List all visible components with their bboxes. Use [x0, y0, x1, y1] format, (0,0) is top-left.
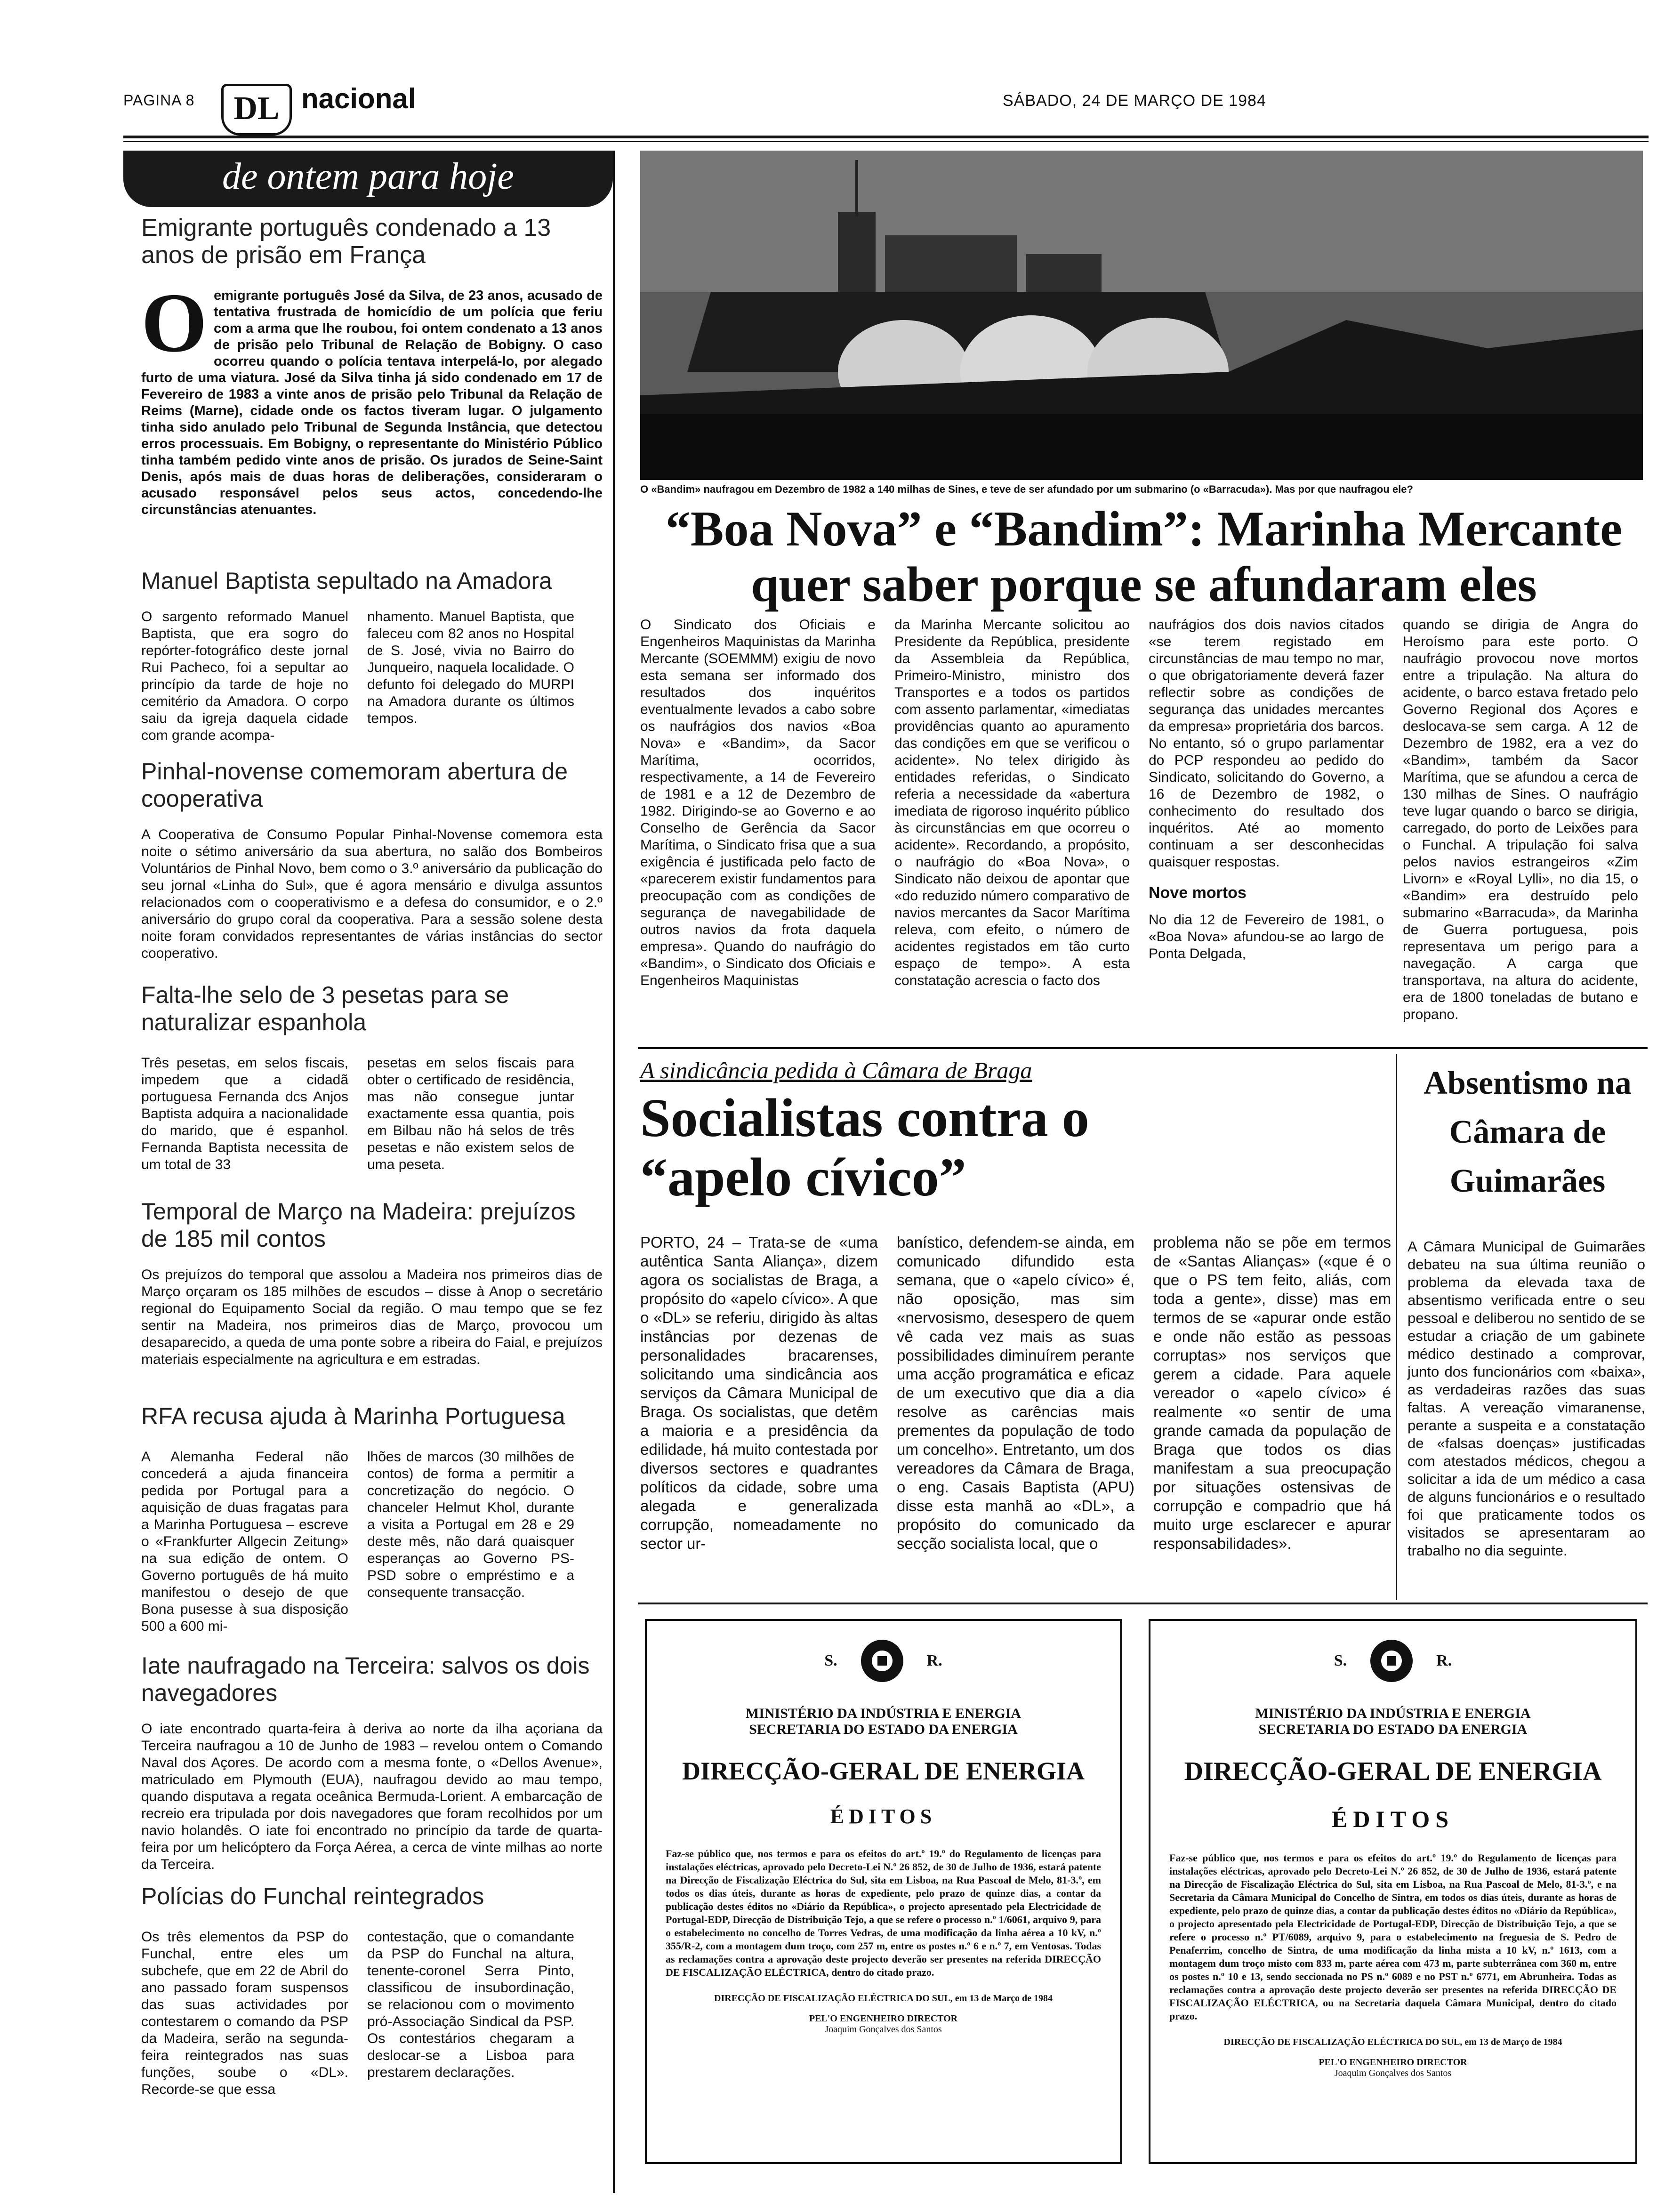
main-col-4: quando se dirigia de Angra do Heroísmo para este porto. O naufrágio provocou nove mortos entre a tripulação. Na altura do acidente, o barco estava fretado pelo Governo Regional dos Açores e deslocava-se sem carga. A 12 de Dezembro de 1982, era a vez do «Bandim», também da Sacor Marítima, que se afundou a cerca de 130 milhas de Sines. O naufrágio teve lugar quando o barco se dirigia, carregado, do porto de Leixões para o Funchal. A tripulação foi salva pelos navios estrangeiros «Zim Livorn» e «Royal Lylli», no dia 15, o «Bandim» era destruído pelo submarino «Barracuda», da Marinha de Guerra portuguesa, pois representava um perigo para a navegação. A carga que transportava, na altura do acidente, era de 1800 toneladas de butano e propano.: [1403, 617, 1638, 1022]
guimaraes-body: A Câmara Municipal de Guimarães debateu na sua última reunião o problema da elevada taxa de absentismo verificada entre o seu pessoal e deliberou no sentido de se estudar a criação de um gabinete médico destinado a comprovar, junto dos funcionários com «baixa», as verdadeiras razões das suas faltas. A vereação vimaranense, perante a suspeita e a constatação de «falsas doenças» justificadas com atestados médicos, chegou a solicitar a ida de um médico a casa de alguns funcionários e o resultado foi que praticamente todos os visitados se apresentaram ao trabalho no dia seguinte.: [1408, 1238, 1645, 1559]
ad-secretaria: SECRETARIA DO ESTADO DA ENERGIA: [749, 1722, 1018, 1737]
top-rule: [123, 136, 1649, 138]
article-body: Os prejuízos do temporal que assolou a Madeira nos primeiros dias de Março orçaram os 185 milhões de escudos – disse à Anop o secretário regional do Equipamento Social da região. O mau tempo que se fez sentir na Madeira, nos primeiros dias de Março, provocou um desaparecido, a queda de uma ponte sobre a ribeira do Faial, e prejuízos materiais especialmente na agricultura e em estradas.: [141, 1267, 603, 1367]
seal-letter: S.: [824, 1652, 837, 1669]
main-col-2: da Marinha Mercante solicitou ao Presidente da República, presidente da Assembleia da República, Primeiro-Ministro, ministro dos Transportes e a todos os partidos com assento parlamentar, «imediatas providências quanto ao apuramento das condições em que se verificou o acidente». No telex dirigido às entidades referidas, o Sindicato referia a necessidade da «abertura imediata de rigoroso inquérito público às circunstâncias em que ocorreu o acidente». Recordando, a propósito, o naufrágio do «Boa Nova», o Sindicato não deixou de apontar que «do reduzido número comparativo de navios mercantes da Sacor Marítima releva, com efeito, o número de acidentes registados em tão curto espaço de tempo». A esta constatação acrescia o facto dos: [894, 617, 1130, 988]
ad-direccao: DIRECÇÃO-GERAL DE ENERGIA: [1184, 1757, 1602, 1786]
article-col: Três pesetas, em selos fiscais, impedem que a cidadã portuguesa Fernanda dcs Anjos Baptista adquira a nacionalidade do marido, que é espanhol. Fernanda Baptista necessita de um total de 33: [141, 1055, 348, 1172]
subhead-text: No dia 12 de Fevereiro de 1981, o «Boa Nova» afundou-se ao largo de Ponta Delgada,: [1149, 912, 1384, 962]
ad-sign-name: Joaquim Gonçalves dos Santos: [825, 2024, 942, 2035]
article-title: Falta-lhe selo de 3 pesetas para se naturalizar espanhola: [141, 982, 509, 1035]
article-manuel: [141, 567, 603, 744]
article-body: O iate encontrado quarta-feira à deriva ao norte da ilha açoriana da Terceira naufragou a 10 de Junho de 1983 – revelou ontem o Comando Naval dos Açores. De acordo com a mesma fonte, o «Dellos Avenue», matriculado em Plymouth (EUA), naufragou devido ao mau tempo, quando disputava a regata oceânica Bermuda-Lorient. A embarcação de recreio era tripulada por dois navegadores que foram recolhidos por um navio holandês. O iate foi encontrado no princípio da tarde de quarta-feira por um helicóptero da Força Aérea, a cerca de vinte milhas ao norte da Terceira.: [141, 1721, 603, 1872]
seal-letter: R.: [1436, 1652, 1452, 1669]
article-title: Pinhal-novense comemoram abertura de cooperativa: [141, 758, 568, 812]
ship-illustration: [640, 151, 1643, 480]
braga-article: [640, 1057, 1393, 1207]
ad-editos-1: [645, 1619, 1122, 2164]
section-title: nacional: [301, 83, 416, 114]
section-divider: [638, 1603, 1648, 1604]
article-col: O sargento reformado Manuel Baptista, que era sogro do repórter-fotográfico deste jornal Rui Pacheco, foi a sepultar ao princípio da tarde de hoje no cemitério da Amadora. O corpo saiu da igreja daquela cidade com grande acompa-: [141, 609, 348, 743]
article-pinhal: [141, 758, 603, 962]
ship-photo: [640, 151, 1643, 480]
braga-headline: Socialistas contra o “apelo cívico”: [640, 1088, 1089, 1208]
ad-editos: ÉDITOS: [830, 1805, 937, 1828]
article-col: Os três elementos da PSP do Funchal, entre eles um subchefe, que em 22 de Abril do ano passado foram suspensos das suas actividades por contestarem o comando da PSP da Madeira, serão na segunda-feira reintegrados nas suas funções, soube o «DL». Recorde-se que essa: [141, 1929, 348, 2097]
braga-col-3: problema não se põe em termos de «Santas Alianças» («que é o que o PS tem feito, aliás, com toda a gente», disse) mas em termos de se «apurar onde estão e onde não estão as pessoas corruptas» nos serviços que gerem a cidade. Para aquele vereador o «apelo cívico» é realmente «o sentir de uma grande camada da população de Braga que todos os dias manifestam a sua preocupação por situações ostensivas de corrupção e compadrio que há muito urge esclarecer e apurar responsabilidades».: [1153, 1234, 1391, 1552]
drop-cap: O: [141, 276, 208, 369]
article-col: A Alemanha Federal não concederá a ajuda financeira pedida por Portugal para a aquisição de duas fragatas para a Marinha Portuguesa – escreve o «Frankfurter Allgecin Zeitung» na sua edição de ontem. O Governo português de há muito manifestou o desejo de que Bona pusesse à sua disposição 500 a 600 mi-: [141, 1449, 348, 1634]
article-madeira: [141, 1198, 603, 1368]
issue-date: SÁBADO, 24 DE MARÇO DE 1984: [1003, 92, 1266, 110]
kicker: A sindicância pedida à Câmara de Braga: [640, 1057, 1032, 1083]
guimaraes-headline: Absentismo na Câmara de Guimarães: [1424, 1065, 1632, 1199]
main-col-3: naufrágios dos dois navios citados «se terem registado em circunstâncias de mau tempo no mar, o que obrigatoriamente deverá fazer reflectir sobre as condições de segurança das unidades mercantes da empresa» proprietária dos barcos. No entanto, só o grupo parlamentar do PCP respondeu ao pedido do Sindicato, solicitando do Governo, a 16 de Dezembro de 1982, o conhecimento do resultado dos inquéritos. Até ao momento continuam a ser desconhecidas quaisquer respostas. Nove mortos No dia 12 de Fevereiro de 1981, o «Boa Nova» afundou-se ao largo de Ponta Delgada,: [1149, 617, 1384, 962]
article-title: Iate naufragado na Terceira: salvos os dois navegadores: [141, 1652, 590, 1706]
dl-logo: DL: [221, 84, 292, 136]
main-headline: “Boa Nova” e “Bandim”: Marinha Mercante quer saber porque se afundaram eles: [665, 501, 1623, 612]
seal-letter: S.: [1334, 1652, 1347, 1669]
photo-caption: O «Bandim» naufragou em Dezembro de 1982 a 140 milhas de Sines, e teve de ser afundado por um submarino (o «Barracuda»). Mas por que naufragou ele?: [640, 483, 1413, 495]
ad-body: Faz-se público que, nos termos e para os efeitos do art.º 19.º do Regulamento de licenças para instalações eléctricas, aprovado pelo Decreto-Lei N.º 26 852, de 30 de Julho de 1936, estará patente na Direcção de Fiscalização Eléctrica do Sul, sita em Lisboa, na Rua Pascoal de Melo, 81-3.º, e na Secretaria da Câmara Municipal do Concelho de Sintra, em todos os dias úteis, durante as horas de expediente, pelo prazo de quinze dias, a contar da publicação destes éditos no «Diário da República», o projecto apresentado pela Electricidade de Portugal-EDP, Direcção de Distribuição Tejo, a que se refere o processo n.º PT/6089, arquivo 9, para o estabelecimento na freguesia de S. Pedro de Penaferrim, concelho de Sintra, de uma modificação da linha mista a 10 kV, n.º 1613, com a montagem dum troço misto com 833 m, parte aérea com 473 m, parte subterrânea com 360 m, entre os postes n.º 10 e 13, sendo seccionada no PS n.º 6089 e no PST n.º 6771, em Abrunheira. Todas as reclamações contra a aprovação deste projecto deverão ser presentes na referida DIRECÇÃO DE FISCALIZAÇÃO ELÉCTRICA, ou na Secretaria daquela Câmara Municipal, dentro do citado prazo.: [1169, 1852, 1617, 2022]
seal-letter: R.: [926, 1652, 942, 1669]
article-title: Manuel Baptista sepultado na Amadora: [141, 568, 552, 594]
article-title: RFA recusa ajuda à Marinha Portuguesa: [141, 1403, 565, 1429]
article-title: Polícias do Funchal reintegrados: [141, 1883, 484, 1909]
article-body: A Cooperativa de Consumo Popular Pinhal-Novense comemora esta noite o sétimo aniversário da sua abertura, no salão dos Bombeiros Voluntários de Pinhal Novo, bem como o 3.º aniversário da publicação do seu jornal «Linha do Sul», que é agora mensário e divulga assuntos relacionados com o cooperativismo e a defesa do consumidor, e o 2.º aniversário do grupo coral da cooperativa. Para a sessão solene desta noite foram convidados representantes de várias instâncias do sector cooperativo.: [141, 827, 603, 961]
main-col-1: O Sindicato dos Oficiais e Engenheiros Maquinistas da Marinha Mercante (SOEMMM) exigiu de novo esta semana ser informado dos resultados dos inquéritos eventualmente levados a cabo sobre os naufrágios dos navios «Boa Nova» e «Bandim», da Sacor Marítima, ocorridos, respectivamente, a 14 de Fevereiro de 1981 e a 12 de Dezembro de 1982. Dirigindo-se ao Governo e ao Conselho de Gerência da Sacor Marítima, o Sindicato frisa que a sua exigência é justificada pelo facto de «parecerem existir fundamentos para preocupação com as condições de segurança de navegabilidade de outros navios da frota daquela empresa». Quando do naufrágio do «Bandim», o Sindicato dos Oficiais e Engenheiros Maquinistas: [640, 617, 876, 988]
braga-col-2: banístico, defendem-se ainda, em comunicado difundido esta semana, que o «apelo cívico» é, não oposição, mas sim «nervosismo, desespero de quem vê cada vez mais as suas possibilidades diminuírem perante uma acção programática e eficaz de um executivo que dia a dia resolve as carências mais prementes da população de todo um concelho». Entretanto, um dos vereadores da Câmara de Braga, o eng. Casais Baptista (APU) disse esta manhã ao «DL», a propósito do comunicado da secção socialista local, que o: [897, 1234, 1134, 1552]
ad-footer: DIRECÇÃO DE FISCALIZAÇÃO ELÉCTRICA DO SUL, em 13 de Março de 1984: [714, 1993, 1053, 2004]
coat-of-arms-icon: [856, 1635, 908, 1687]
braga-body: [640, 1233, 1393, 1553]
coat-of-arms-icon: [1366, 1635, 1417, 1687]
column-banner: de ontem para hoje: [123, 151, 613, 207]
ad-sign: PEL'O ENGENHEIRO DIRECTOR: [1319, 2057, 1467, 2068]
article-col: lhões de marcos (30 milhões de contos) de forma a permitir a concretização do negócio. O chanceler Helmut Khol, durante a visita a Portugal em 28 e 29 deste mês, não dará quaisquer esperanças ao Governo PS-PSD sobre o empréstimo e a consequente transacção.: [367, 1449, 574, 1600]
article-funchal: [141, 1883, 603, 2098]
article-rfa: [141, 1403, 603, 1635]
ad-ministry: MINISTÉRIO DA INDÚSTRIA E ENERGIA: [1255, 1706, 1531, 1721]
article-iate: [141, 1652, 603, 1873]
ad-editos: ÉDITOS: [1331, 1806, 1455, 1832]
ad-secretaria: SECRETARIA DO ESTADO DA ENERGIA: [1258, 1722, 1528, 1737]
column-divider: [1396, 1054, 1397, 1600]
article-col: pesetas em selos fiscais para obter o certificado de residência, mas não consegue juntar exactamente essa quantia, pois em Bilbau não há selos de três pesetas e não existem selos de uma peseta.: [367, 1055, 574, 1172]
top-rule-thin: [123, 141, 1649, 142]
ad-ministry: MINISTÉRIO DA INDÚSTRIA E ENERGIA: [745, 1706, 1022, 1721]
ad-footer: DIRECÇÃO DE FISCALIZAÇÃO ELÉCTRICA DO SUL, em 13 de Março de 1984: [1223, 2037, 1562, 2047]
article-body: O emigrante português José da Silva, de 23 anos, acusado de tentativa frustrada de homicídio de um polícia que feriu com a arma que lhe roubou, foi ontem condenato a 13 anos de prisão pelo Tribunal de Relação de Bobigny. O caso ocorreu quando o polícia tentava interpelá-lo, por alegado furto de uma viatura. José da Silva tinha já sido condenado em 17 de Fevereiro de 1983 a vinte anos de prisão pelo Tribunal da Relação de Reims (Marne), cidade onde os factos tiveram lugar. O julgamento tinha sido anulado pelo Tribunal de Segunda Instância, que detectou erros processuais. Em Bobigny, o representante do Ministério Público tinha também pedido vinte anos de prisão. Os jurados de Seine-Saint Denis, após mais de duas horas de deliberações, consideraram o acusado responsável pelos seus actos, concedendo-lhe circunstâncias atenuantes.: [141, 276, 603, 517]
article-title: Emigrante português condenado a 13 anos de prisão em França: [141, 214, 551, 269]
ad-sign-name: Joaquim Gonçalves dos Santos: [1334, 2068, 1452, 2078]
article-title: Temporal de Março na Madeira: prejuízos de 185 mil contos: [141, 1198, 576, 1252]
article-col: nhamento. Manuel Baptista, que faleceu com 82 anos no Hospital de S. José, vivia no Bairro do Junqueiro, naquela localidade. O defunto foi delegado do MURPI na Amadora durante os últimos tempos.: [367, 609, 574, 726]
section-divider: [638, 1047, 1648, 1049]
article-emigrante: [141, 214, 603, 518]
article-pesetas: [141, 981, 603, 1173]
page-number: PAGINA 8: [123, 92, 195, 109]
subhead: Nove mortos: [1149, 884, 1247, 902]
ad-editos-2: [1149, 1619, 1637, 2164]
article-col: contestação, que o comandante da PSP do Funchal na altura, tenente-coronel Serra Pinto, classificou de insubordinação, se relacionou com o movimento pró-Associação Sindical da PSP. Os contestários chegaram a deslocar-se a Lisboa para prestarem declarações.: [367, 1929, 574, 2080]
main-article-body: [640, 617, 1648, 1023]
ad-body: Faz-se público que, nos termos e para os efeitos do art.º 19.º do Regulamento de licenças para instalações eléctricas, aprovado pelo Decreto-Lei N.º 26 852, de 30 de Julho de 1936, estará patente na Direcção de Fiscalização Eléctrica do Sul, sita em Lisboa, na Rua Pascoal de Melo, 81-3.º, em todos os dias úteis, durante as horas de expediente, pelo prazo de quinze dias, a contar da publicação destes éditos no «Diário da República», o projecto apresentado pela Electricidade de Portugal-EDP, Direcção de Distribuição Tejo, a que se refere o processo n.º 1/6061, arquivo 9, para o estabelecimento no concelho de Torres Vedras, de uma modificação da linha aérea a 10 kV, n.º 355/R-2, com a montagem dum troço, com 257 m, entre os postes n.º 6 e n.º 7, em Ventosas. Todas as reclamações contra a aprovação deste projecto deverão ser presentes na referida DIRECÇÃO DE FISCALIZAÇÃO ELÉCTRICA, dentro do citado prazo.: [666, 1848, 1101, 1978]
ad-direccao: DIRECÇÃO-GERAL DE ENERGIA: [682, 1757, 1085, 1785]
ad-sign: PEL'O ENGENHEIRO DIRECTOR: [809, 2013, 958, 2024]
braga-col-1: PORTO, 24 – Trata-se de «uma autêntica Santa Aliança», dizem agora os socialistas de Braga, a propósito do «apelo cívico». A que o «DL» se referiu, dirigido às altas instâncias por dezenas de personalidades bracarenses, solicitando uma sindicância aos serviços da Câmara Municipal de Braga. Os socialistas, que detêm a maioria e a presidência da edilidade, há muito contestada por diversos sectores e quadrantes políticos da cidade, sobre uma alegada e generalizada corrupção, nomeadamente no sector ur-: [640, 1234, 878, 1552]
